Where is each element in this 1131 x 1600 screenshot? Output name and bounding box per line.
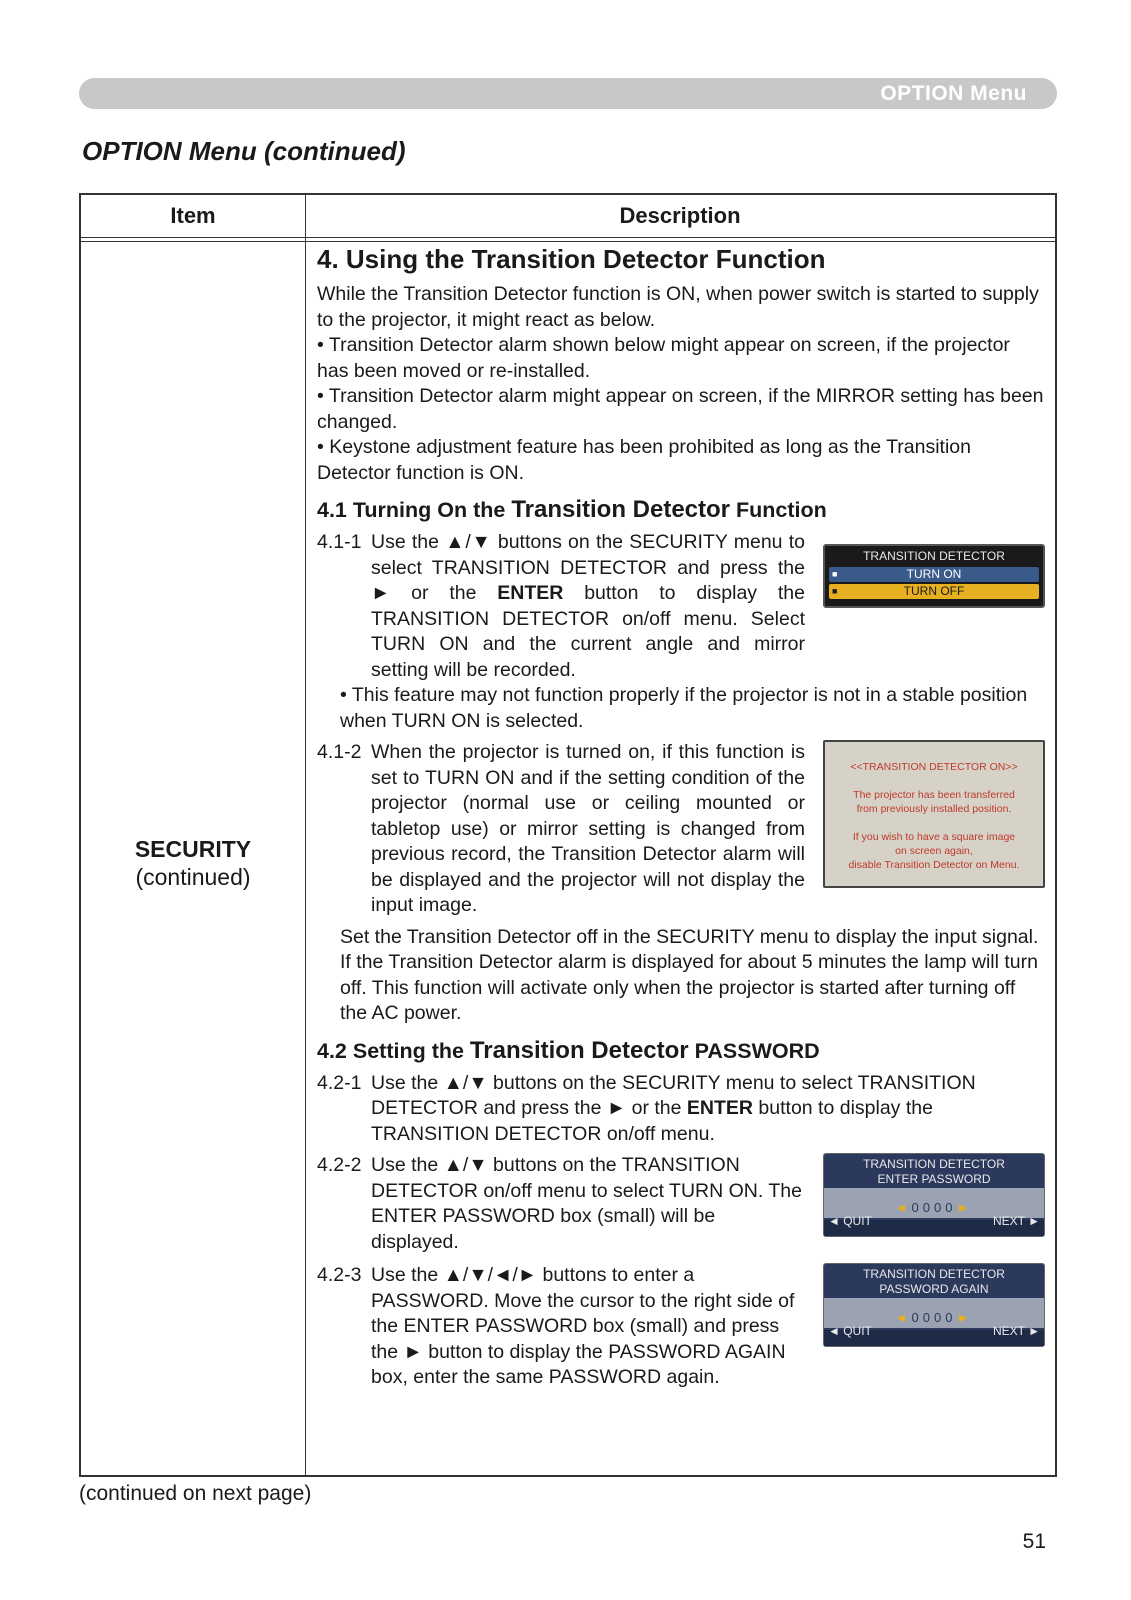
step-text	[317, 1153, 805, 1255]
caret-right-icon: ►	[956, 1200, 974, 1215]
column-divider	[305, 195, 306, 1475]
alarm-line: If you wish to have a square image	[852, 831, 1016, 843]
step-number: 4.1-1	[317, 531, 362, 553]
step-body: Use the ▲/▼ buttons on the TRANSITION DETECTOR on/off menu to select TURN ON. The ENTER PASSWORD box (small) will be displayed.	[371, 1154, 802, 1253]
osd-title: TRANSITION DETECTOR	[863, 1157, 1005, 1171]
spacer	[825, 774, 1043, 788]
enter-password-box-screenshot	[823, 1153, 1045, 1237]
enter-key-label: ENTER	[686, 1097, 753, 1119]
osd-turn-on-option	[829, 567, 1039, 582]
next-label: NEXT ►	[993, 1213, 1040, 1228]
step-text	[317, 740, 805, 919]
section-heading: 4. Using the Transition Detector Function	[317, 244, 826, 274]
digits: 0000	[911, 1310, 957, 1325]
heading-part: 4.1 Turning On the	[317, 498, 512, 522]
password-again-box-screenshot	[823, 1263, 1045, 1347]
heading-part: Transition Detector	[469, 1036, 689, 1064]
page-title: OPTION Menu (continued)	[82, 136, 406, 166]
header-double-rule	[81, 241, 1055, 242]
alarm-line: disable Transition Detector on Menu.	[848, 859, 1020, 871]
digits: 0000	[911, 1200, 957, 1215]
intro-bullet: • Transition Detector alarm might appear on screen, if the MIRROR setting has been changed.	[317, 385, 1044, 433]
osd-turn-off-option	[829, 584, 1039, 599]
step-body: Use the ▲/▼ buttons on the SECURITY menu to select TRANSITION DETECTOR and press the ► or the	[371, 1071, 976, 1119]
item-subtitle: (continued)	[135, 864, 251, 890]
quit-label: ◄ QUIT	[828, 1213, 872, 1228]
alarm-line: from previously installed position.	[856, 803, 1012, 815]
step-4-2-3	[317, 1263, 1045, 1391]
subsection-heading-4-1	[317, 496, 1045, 524]
spacer	[825, 816, 1043, 830]
transition-detector-alarm-screenshot	[823, 740, 1045, 888]
heading-part: Transition Detector	[511, 496, 731, 523]
item-cell	[81, 835, 305, 891]
caret-left-icon: ◄	[894, 1200, 912, 1215]
heading-part: 4.2 Setting the	[317, 1038, 470, 1063]
note-lamp: If the Transition Detector alarm is displayed for about 5 minutes the lamp will turn off. This function will activate only when the projector is started after turning off the AC power.	[340, 951, 1038, 1024]
header-section-title: OPTION Menu	[880, 82, 1027, 105]
step-number: 4.2-2	[317, 1154, 362, 1176]
transition-detector-menu-screenshot	[823, 544, 1045, 608]
page-number: 51	[1022, 1530, 1046, 1553]
step-body: Use the ▲/▼/◄/► buttons to enter a PASSWORD. Move the cursor to the right side of the ENTER PASSWORD box (small) and press the ► button to display the PASSWORD AGAIN box, enter the same PASSWORD again.	[371, 1264, 795, 1388]
note-stability: • This feature may not function properly if the projector is not in a stable position when TURN ON is selected.	[340, 684, 1028, 732]
intro-bullet: • Transition Detector alarm shown below might appear on screen, if the projector has been moved or re-installed.	[317, 334, 1010, 382]
step-text	[317, 1263, 805, 1391]
step-4-2-1	[317, 1071, 1045, 1148]
alarm-title: <<TRANSITION DETECTOR ON>>	[850, 761, 1018, 773]
step-body: button to display the TRANSITION DETECTOR on/off menu. Select TURN ON and the current angle and mirror setting will be recorded.	[371, 582, 805, 681]
intro-paragraph: While the Transition Detector function is ON, when power switch is started to supply to the projector, it might react as below.	[317, 283, 1039, 331]
bullet-icon: ■	[832, 586, 838, 596]
description-cell	[317, 243, 1045, 1391]
option-label: TURN OFF	[903, 584, 965, 598]
enter-key-label: ENTER	[497, 582, 564, 604]
osd-subtitle: ENTER PASSWORD	[877, 1172, 991, 1186]
heading-part: PASSWORD	[688, 1038, 820, 1063]
header-bar	[79, 78, 1057, 109]
subsection-heading-4-2	[317, 1037, 1045, 1065]
alarm-line: The projector has been transferred	[853, 789, 1015, 801]
item-name: SECURITY	[134, 836, 252, 862]
continued-note: (continued on next page)	[79, 1482, 312, 1505]
alarm-line: on screen again,	[895, 845, 973, 857]
step-4-2-2	[317, 1153, 1045, 1255]
next-label: NEXT ►	[993, 1323, 1040, 1338]
step-body: button to display the TRANSITION DETECTOR on/off menu.	[371, 1097, 933, 1145]
osd-subtitle: PASSWORD AGAIN	[879, 1282, 989, 1296]
bullet-icon: ■	[832, 569, 838, 579]
description-table	[79, 193, 1057, 1477]
column-header-item: Item	[170, 203, 216, 228]
step-4-1-2	[317, 740, 1045, 919]
table-header-row	[81, 195, 1055, 238]
note-turn-off: Set the Transition Detector off in the SECURITY menu to display the input signal.	[340, 925, 1039, 948]
option-label: TURN ON	[906, 567, 962, 581]
osd-menu-title: TRANSITION DETECTOR	[863, 549, 1005, 563]
intro-bullet: • Keystone adjustment feature has been prohibited as long as the Transition Detector function is ON.	[317, 436, 971, 484]
step-text	[317, 530, 805, 683]
step-number: 4.1-2	[317, 741, 362, 763]
osd-title: TRANSITION DETECTOR	[863, 1267, 1005, 1281]
quit-label: ◄ QUIT	[828, 1323, 872, 1338]
step-number: 4.2-1	[317, 1071, 362, 1094]
caret-right-icon: ►	[956, 1310, 974, 1325]
step-body: Use the ▲/▼ buttons on the SECURITY menu to select TRANSITION DETECTOR and press the ► or the	[371, 531, 805, 604]
column-header-description: Description	[619, 203, 741, 228]
step-4-1-1	[317, 530, 1045, 683]
heading-part: Function	[730, 498, 827, 522]
step-number: 4.2-3	[317, 1264, 362, 1286]
caret-left-icon: ◄	[894, 1310, 912, 1325]
step-body: When the projector is turned on, if this function is set to TURN ON and if the setting condition of the projector (normal use or ceiling mounted or tabletop use) or mirror setting is changed from previous record, the Transition Detector alarm will be displayed and the projector will not display the input image.	[371, 741, 805, 916]
